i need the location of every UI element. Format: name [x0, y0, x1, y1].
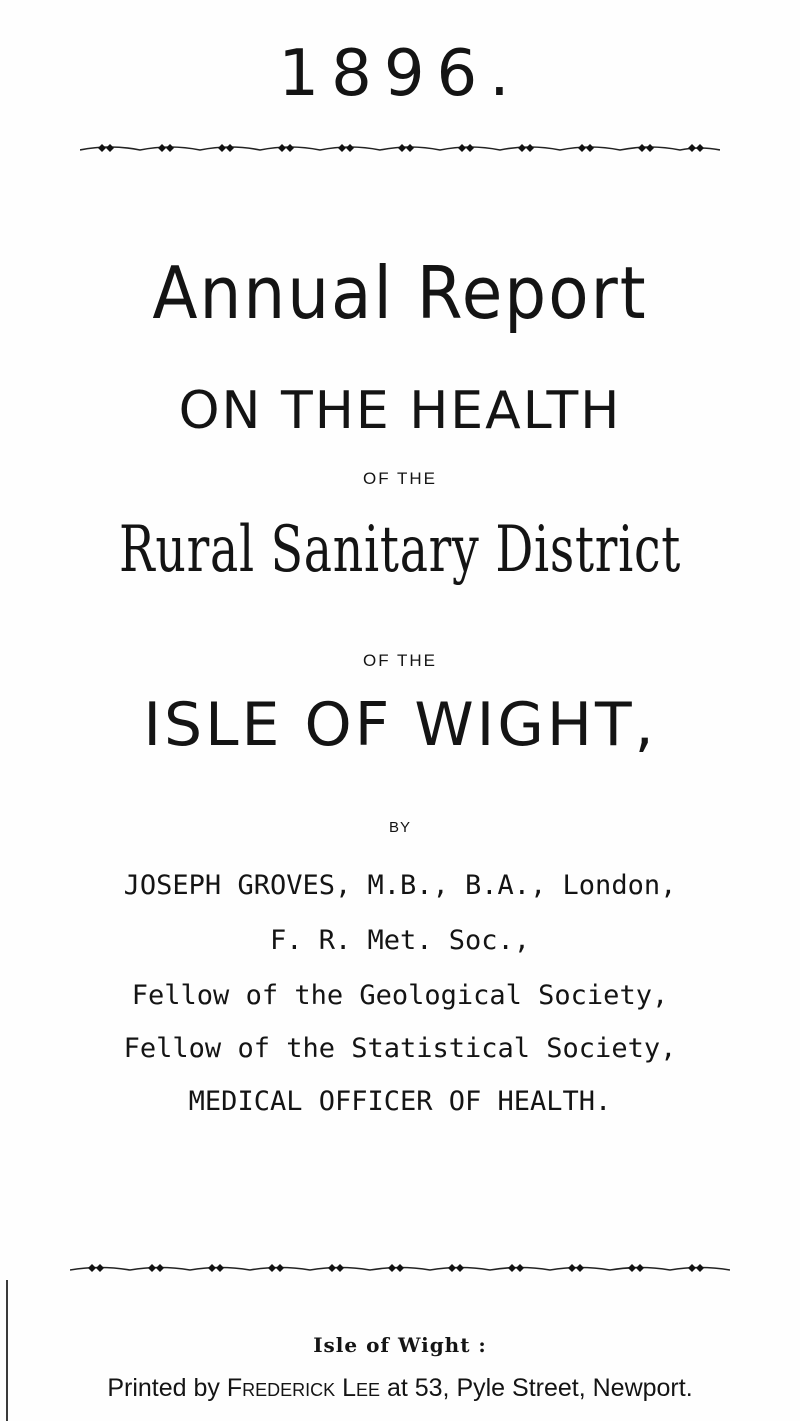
author-line: Fellow of the Geological Society,	[131, 980, 669, 1011]
report-heading: Annual Report	[152, 251, 648, 336]
ornamental-rule-bottom-graphic	[70, 1260, 730, 1274]
ornamental-rule-top	[0, 140, 800, 154]
author-line: MEDICAL OFFICER OF HEALTH.	[188, 1086, 612, 1117]
of-the-label-2: OF THE	[362, 651, 438, 670]
printer-imprint	[0, 1371, 800, 1405]
author-line: F. R. Met. Soc.,	[269, 925, 531, 956]
of-the-label-1: OF THE	[362, 469, 438, 488]
district-name: Rural Sanitary District	[118, 513, 682, 587]
scan-edge-mark	[6, 1280, 8, 1421]
author-line: JOSEPH GROVES, M.B., B.A., London,	[123, 870, 677, 901]
printer-name: Frederick Lee	[226, 1374, 380, 1402]
place-gothic-line: Isle of Wight :	[313, 1333, 487, 1357]
report-subheading: ON THE HEALTH	[178, 381, 622, 441]
ornamental-rule-bottom	[0, 1260, 800, 1274]
author-line: Fellow of the Statistical Society,	[123, 1033, 677, 1064]
ornamental-rule-top-graphic	[80, 140, 720, 154]
printer-address: at 53, Pyle Street, Newport.	[386, 1374, 693, 1402]
report-year: 1896.	[278, 37, 522, 111]
printer-prefix: Printed by	[107, 1374, 220, 1402]
place-name: ISLE OF WIGHT,	[143, 690, 657, 760]
by-label: BY	[388, 819, 411, 836]
